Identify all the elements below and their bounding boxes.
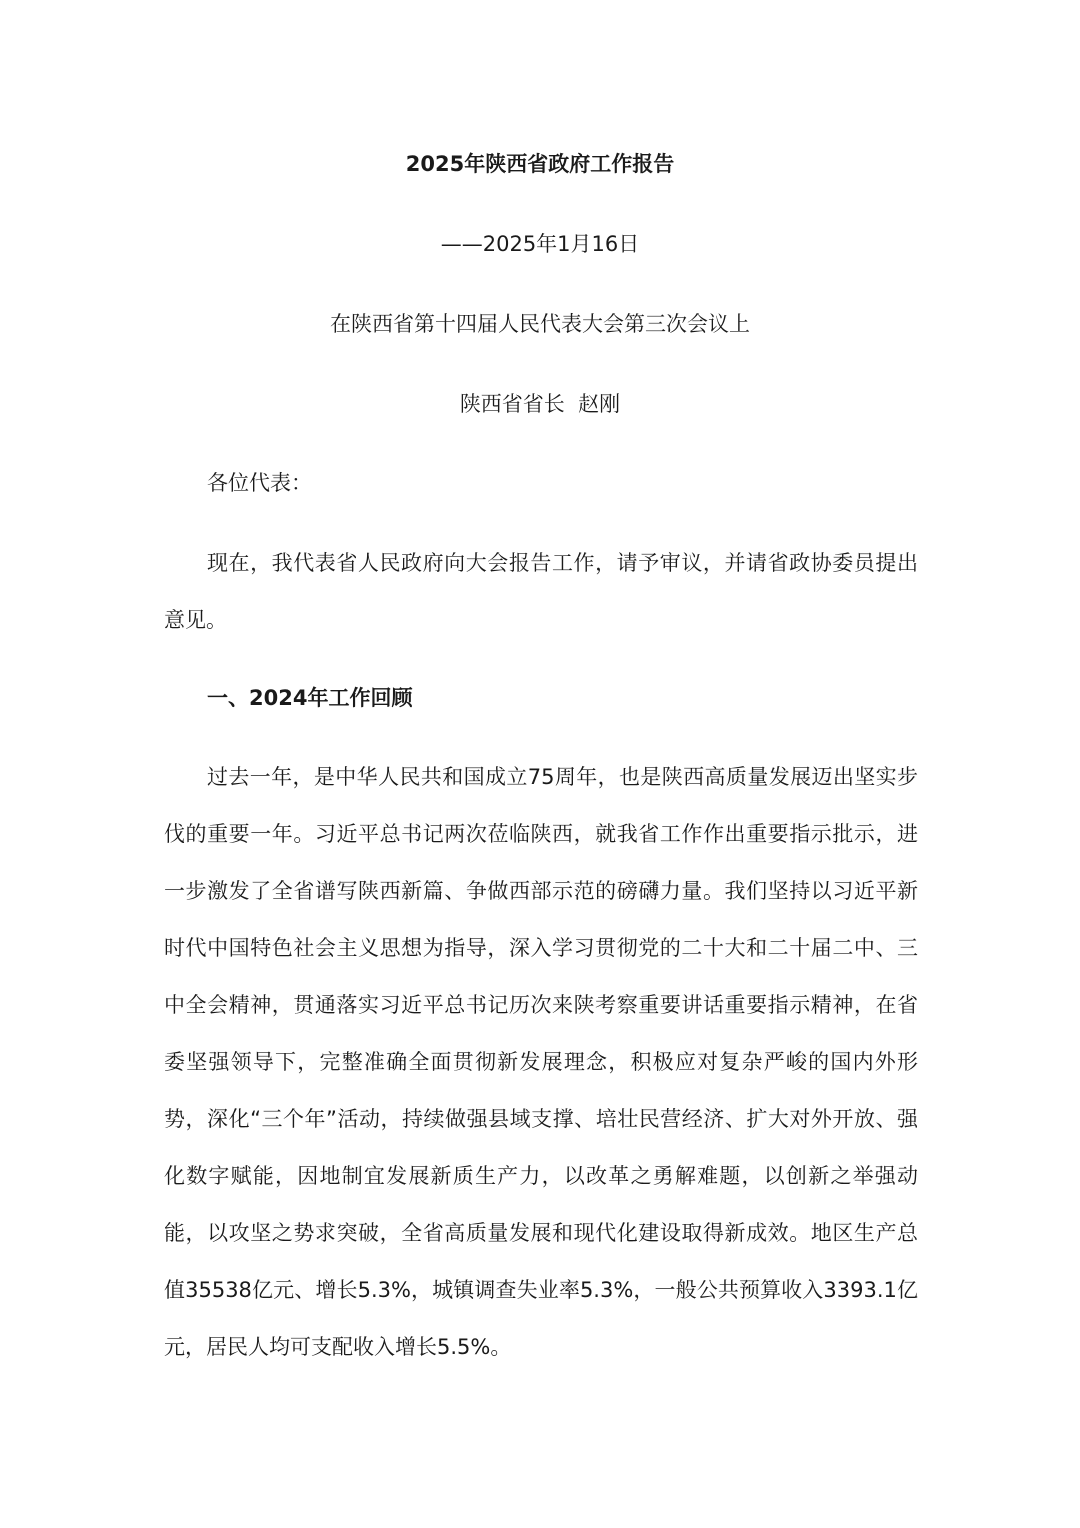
report-title: 2025年陕西省政府工作报告 [405, 152, 675, 176]
section-heading: 一、2024年工作回顾 [207, 686, 413, 710]
meeting-line: 在陕西省第十四届人民代表大会第三次会议上 [330, 312, 750, 336]
speaker-line: 陕西省省长 赵刚 [459, 392, 621, 416]
intro-paragraph: 现在，我代表省人民政府向大会报告工作，请予审议，并请省政协委员提出意见。 [164, 551, 918, 632]
review-paragraph: 过去一年，是中华人民共和国成立75周年，也是陕西高质量发展迈出坚实步伐的重要一年。习近平总书记两次莅临陕西，就我省工作作出重要指示批示，进一步激发了全省谱写陕西新篇、争做西部示范的磅礴力量。我们坚持以习近平新时代中国特色社会主义思想为指导，深入学习贯彻党的二十大和二十届二中、三中全会精神，贯通落实习近平总书记历次来陕考察重要讲话重要指示精神，在省委坚强领导下，完整准确全面贯彻新发展理念，积极应对复杂严峻的国内外形势，深化“三个年”活动，持续做强县域支撑、培壮民营经济、扩大对外开放、强化数字赋能，因地制宜发展新质生产力，以改革之勇解难题，以创新之举强动能，以攻坚之势求突破，全省高质量发展和现代化建设取得新成效。地区生产总值35538亿元、增长5.3%，城镇调查失业率5.3%，一般公共预算收入3393.1亿元，居民人均可支配收入增长5.5%。 [164, 765, 918, 1359]
report-date: ——2025年1月16日 [440, 232, 640, 256]
salutation: 各位代表： [207, 471, 312, 495]
